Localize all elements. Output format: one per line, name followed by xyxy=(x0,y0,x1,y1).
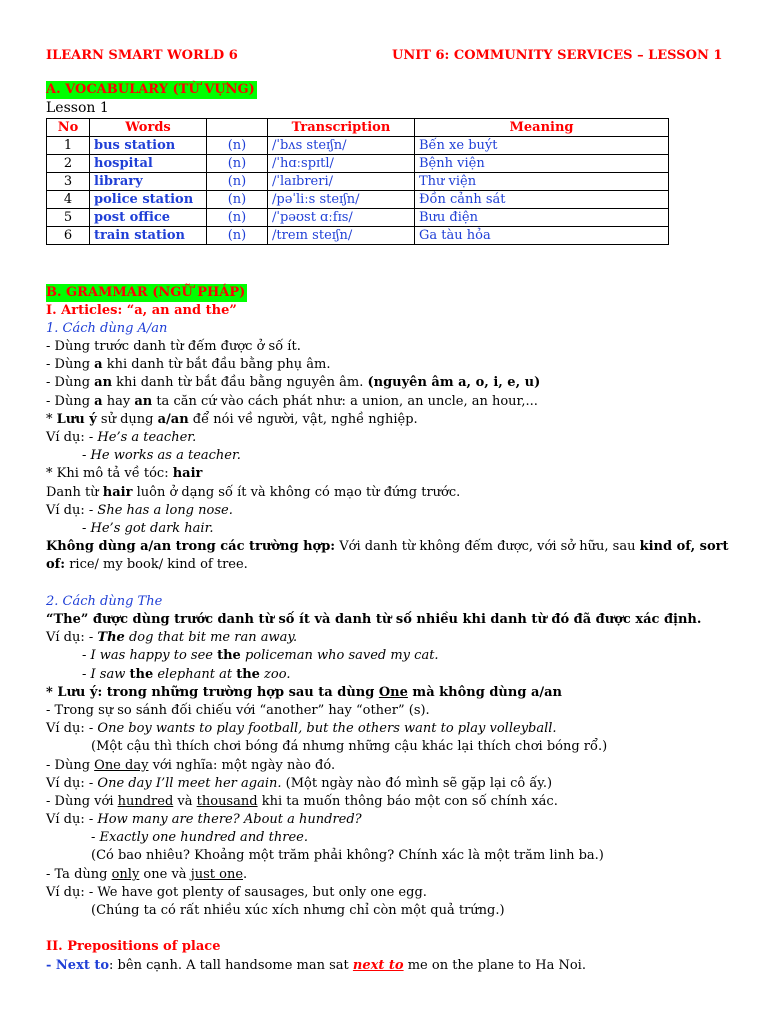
example-line: Ví dụ: - The dog that bit me ran away. xyxy=(46,630,298,645)
table-header-row xyxy=(47,119,669,137)
header-series: ILEARN SMART WORLD 6 xyxy=(46,48,238,63)
text-line: Không dùng a/an trong các trường hợp: Với danh từ không đếm được, với sở hữu, sau kind of, sort xyxy=(46,539,729,554)
lesson-label: Lesson 1 xyxy=(46,100,109,116)
cell-word: bus station xyxy=(90,137,207,155)
cell-type: (n) xyxy=(207,209,268,227)
cell-meaning: Ga tàu hỏa xyxy=(415,227,669,245)
articles-title: I. Articles: “a, an and the” xyxy=(46,303,237,318)
cell-meaning: Bệnh viện xyxy=(415,155,669,173)
example-line: Ví dụ: - We have got plenty of sausages, but only one egg. xyxy=(46,885,427,900)
cell-meaning: Bến xe buýt xyxy=(415,137,669,155)
text-line: - Ta dùng only one và just one. xyxy=(46,867,248,882)
example-line: Ví dụ: - One day I’ll meet her again. (Một ngày nào đó mình sẽ gặp lại cô ấy.) xyxy=(46,776,553,791)
col-words: Words xyxy=(90,119,207,137)
example-line: - He works as a teacher. xyxy=(82,448,241,463)
cell-meaning: Bưu điện xyxy=(415,209,669,227)
translation-line: (Có bao nhiêu? Khoảng một trăm phải không? Chính xác là một trăm linh ba.) xyxy=(91,848,604,863)
table-row xyxy=(47,155,669,173)
text-line: - Dùng với hundred và thousand khi ta muốn thông báo một con số chính xác. xyxy=(46,794,558,809)
translation-line: (Chúng ta có rất nhiều xúc xích nhưng chỉ còn một quả trứng.) xyxy=(91,903,505,918)
translation-line: (Một cậu thì thích chơi bóng đá nhưng những cậu khác lại thích chơi bóng rổ.) xyxy=(91,739,608,754)
cell-no: 4 xyxy=(47,191,90,209)
example-line: Ví dụ: - One boy wants to play football, but the others want to play volleyball. xyxy=(46,721,557,736)
cell-word: police station xyxy=(90,191,207,209)
table-row xyxy=(47,227,669,245)
vocabulary-table xyxy=(46,118,669,245)
text-line: - Dùng One day với nghĩa: một ngày nào đó. xyxy=(46,758,336,773)
cell-word: library xyxy=(90,173,207,191)
text-line: * Lưu ý sử dụng a/an để nói về người, vật, nghề nghiệp. xyxy=(46,412,418,427)
page-header xyxy=(46,48,726,66)
text-line: of: rice/ my book/ kind of tree. xyxy=(46,557,248,572)
cell-word: hospital xyxy=(90,155,207,173)
cell-ipa: /ˈbʌs steɪʃn/ xyxy=(268,137,415,155)
prepositions-title: II. Prepositions of place xyxy=(46,939,221,954)
example-line: - I was happy to see the policeman who saved my cat. xyxy=(82,648,439,663)
section-a-heading: A. VOCABULARY (TỪ VỰNG) xyxy=(46,82,255,97)
text-line: - Next to: bên cạnh. A tall handsome man sat next to me on the plane to Ha Noi. xyxy=(46,958,586,973)
cell-ipa: /pəˈliːs steɪʃn/ xyxy=(268,191,415,209)
cell-no: 2 xyxy=(47,155,90,173)
col-meaning: Meaning xyxy=(415,119,669,137)
example-line: - Exactly one hundred and three. xyxy=(91,830,308,845)
text-line: * Lưu ý: trong những trường hợp sau ta dùng One mà không dùng a/an xyxy=(46,685,562,700)
text-line: - Dùng an khi danh từ bắt đầu bằng nguyên âm. (nguyên âm a, o, i, e, u) xyxy=(46,375,541,390)
cell-type: (n) xyxy=(207,155,268,173)
the-subtitle: 2. Cách dùng The xyxy=(46,594,163,609)
cell-ipa: /ˈpəʊst ɑːfɪs/ xyxy=(268,209,415,227)
cell-word: train station xyxy=(90,227,207,245)
cell-ipa: /ˈhɑːspɪtl/ xyxy=(268,155,415,173)
text-line: - Trong sự so sánh đối chiếu với “another” hay “other” (s). xyxy=(46,703,430,718)
table-row xyxy=(47,209,669,227)
cell-word: post office xyxy=(90,209,207,227)
example-line: Ví dụ: - He’s a teacher. xyxy=(46,430,197,445)
cell-type: (n) xyxy=(207,137,268,155)
section-b-heading: B. GRAMMAR (NGỮ PHÁP) xyxy=(46,285,246,300)
table-row xyxy=(47,137,669,155)
cell-no: 6 xyxy=(47,227,90,245)
text-line: - Dùng a khi danh từ bắt đầu bằng phụ âm. xyxy=(46,357,331,372)
cell-meaning: Đồn cảnh sát xyxy=(415,191,669,209)
example-line: Ví dụ: - She has a long nose. xyxy=(46,503,233,518)
cell-no: 1 xyxy=(47,137,90,155)
example-line: - He’s got dark hair. xyxy=(82,521,214,536)
col-no: No xyxy=(47,119,90,137)
cell-meaning: Thư viện xyxy=(415,173,669,191)
cell-type: (n) xyxy=(207,227,268,245)
example-line: Ví dụ: - How many are there? About a hundred? xyxy=(46,812,362,827)
col-type xyxy=(207,119,268,137)
example-line: - I saw the elephant at the zoo. xyxy=(82,667,291,682)
header-unit: UNIT 6: COMMUNITY SERVICES – LESSON 1 xyxy=(392,48,723,63)
text-line: Danh từ hair luôn ở dạng số ít và không có mạo từ đứng trước. xyxy=(46,485,461,500)
table-row xyxy=(47,173,669,191)
cell-no: 5 xyxy=(47,209,90,227)
a-an-subtitle: 1. Cách dùng A/an xyxy=(46,321,168,336)
cell-type: (n) xyxy=(207,173,268,191)
text-line: “The” được dùng trước danh từ số ít và danh từ số nhiều khi danh từ đó đã được xác định. xyxy=(46,612,702,627)
cell-ipa: /ˈlaɪbreri/ xyxy=(268,173,415,191)
col-transcription: Transcription xyxy=(268,119,415,137)
cell-no: 3 xyxy=(47,173,90,191)
table-row xyxy=(47,191,669,209)
text-line: * Khi mô tả về tóc: hair xyxy=(46,466,203,481)
cell-ipa: /treɪn steɪʃn/ xyxy=(268,227,415,245)
text-line: - Dùng trước danh từ đếm được ở số ít. xyxy=(46,339,301,354)
cell-type: (n) xyxy=(207,191,268,209)
text-line: - Dùng a hay an ta căn cứ vào cách phát như: a union, an uncle, an hour,... xyxy=(46,394,538,409)
